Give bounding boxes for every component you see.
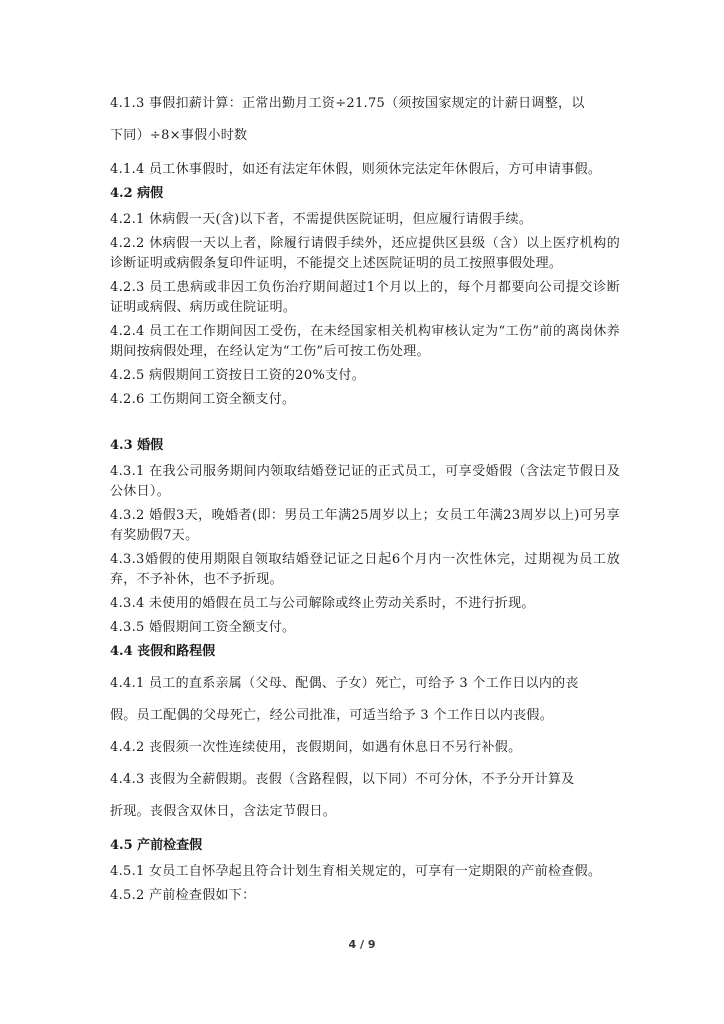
paragraph-4-4-3-line1: 4.4.3 丧假为全薪假期。丧假（含路程假，以下同）不可分休，不予分开计算及: [110, 772, 575, 787]
paragraph-4-4-1-line1: 4.4.1 员工的直系亲属（父母、配偶、子女）死亡，可给予 3 个工作日以内的丧: [110, 676, 579, 691]
paragraph-4-3-1: 4.3.1 在我公司服务期间内领取结婚登记证的正式员工，可享受婚假（含法定节假日及公休日）。: [110, 464, 620, 499]
paragraph-4-1-3-line2: 下同）÷8×事假小时数: [110, 128, 248, 143]
paragraph-4-2-6: 4.2.6 工伤期间工资全额支付。: [110, 392, 296, 407]
paragraph-4-3-2: 4.3.2 婚假3天，晚婚者(即：男员工年满25周岁以上；女员工年满23周岁以上)可另享有奖励假7天。: [110, 508, 620, 543]
paragraph-4-3-5: 4.3.5 婚假期间工资全额支付。: [110, 620, 296, 635]
paragraph-4-2-4: 4.2.4 员工在工作期间因工受伤，在未经国家相关机构审核认定为“工伤”前的离岗休养期间按病假处理，在经认定为“工伤”后可按工伤处理。: [110, 324, 620, 359]
paragraph-4-4-1-line2: 假。员工配偶的父母死亡，经公司批准，可适当给予 3 个工作日以内丧假。: [110, 708, 554, 723]
heading-4-2: 4.2 病假: [110, 186, 164, 201]
paragraph-4-4-3-line2: 折现。丧假含双休日，含法定节假日。: [110, 804, 337, 819]
heading-4-3: 4.3 婚假: [110, 438, 164, 453]
paragraph-4-3-3: 4.3.3婚假的使用期限自领取结婚登记证之日起6个月内一次性休完，过期视为员工放弃，不予补休，也不予折现。: [110, 552, 620, 587]
paragraph-4-1-4: 4.1.4 员工休事假时，如还有法定年休假，则须休完法定年休假后，方可申请事假。: [110, 162, 602, 177]
heading-4-5: 4.5 产前检查假: [110, 838, 203, 853]
paragraph-4-4-2: 4.4.2 丧假须一次性连续使用，丧假期间，如遇有休息日不另行补假。: [110, 740, 522, 755]
paragraph-4-3-4: 4.3.4 未使用的婚假在员工与公司解除或终止劳动关系时，不进行折现。: [110, 596, 535, 611]
page-number: 4 / 9: [348, 938, 376, 951]
document-page: [110, 88, 620, 910]
paragraph-4-2-1: 4.2.1 休病假一天(含)以下者，不需提供医院证明，但应履行请假手续。: [110, 212, 533, 227]
paragraph-4-5-1: 4.5.1 女员工自怀孕起且符合计划生育相关规定的，可享有一定期限的产前检查假。: [110, 864, 602, 879]
heading-4-4: 4.4 丧假和路程假: [110, 644, 216, 659]
paragraph-4-2-2: 4.2.2 休病假一天以上者，除履行请假手续外，还应提供区县级（含）以上医疗机构的诊断证明或病假条复印件证明，不能提交上述医院证明的员工按照事假处理。: [110, 236, 620, 271]
paragraph-4-2-5: 4.2.5 病假期间工资按日工资的20%支付。: [110, 368, 366, 383]
paragraph-4-1-3-line1: 4.1.3 事假扣薪计算：正常出勤月工资÷21.75（须按国家规定的计薪日调整，以: [110, 96, 585, 111]
paragraph-4-5-2: 4.5.2 产前检查假如下：: [110, 888, 256, 903]
paragraph-4-2-3: 4.2.3 员工患病或非因工负伤治疗期间超过1个月以上的，每个月都要向公司提交诊断证明或病假、病历或住院证明。: [110, 280, 620, 315]
